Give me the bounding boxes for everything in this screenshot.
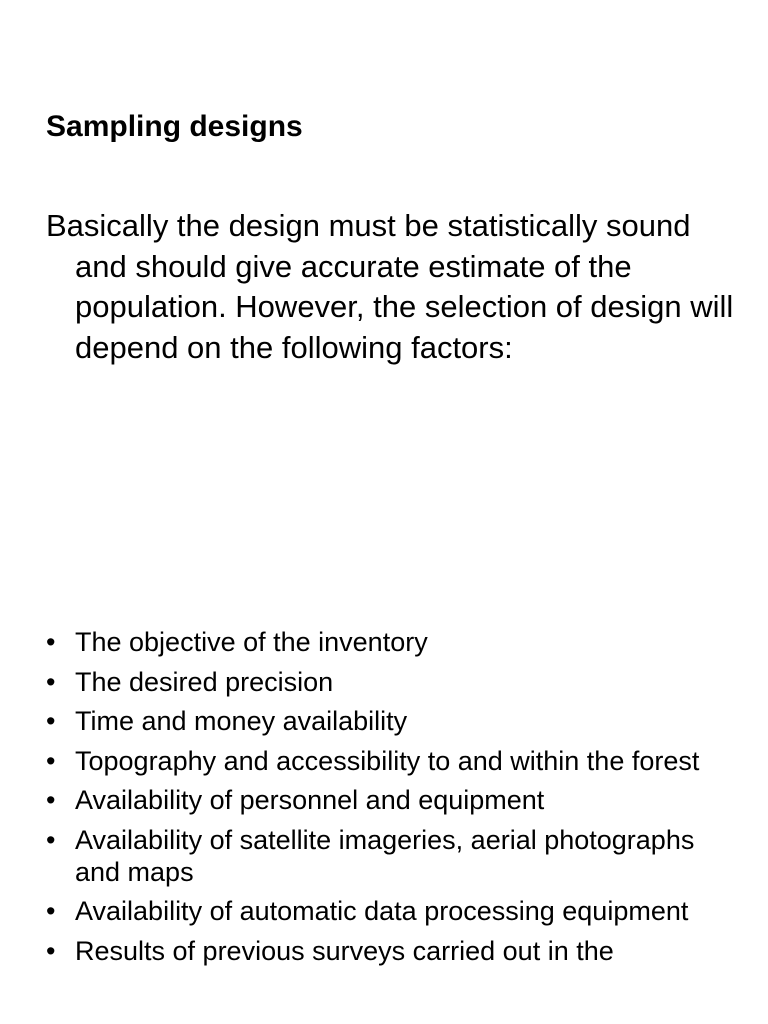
list-item-text: The objective of the inventory: [75, 627, 428, 657]
slide-title: Sampling designs: [46, 110, 303, 143]
list-item-text: Time and money availability: [75, 706, 408, 736]
bullet-icon: •: [46, 896, 56, 926]
bullet-icon: •: [46, 935, 56, 966]
bullet-icon: •: [46, 706, 56, 736]
list-item: [46, 895, 736, 927]
list-item-text: Availability of automatic data processing equipment: [75, 896, 689, 926]
list-item-text: Results of previous surveys carried out in the: [75, 935, 614, 966]
bullet-icon: •: [46, 785, 56, 815]
list-item: [46, 935, 736, 967]
list-item: [46, 745, 736, 777]
list-item-text: Availability of personnel and equipment: [75, 785, 545, 815]
list-item: [46, 626, 736, 658]
bullet-icon: •: [46, 824, 56, 855]
list-item: [46, 666, 736, 698]
list-item: [46, 784, 736, 816]
list-item-text: Availability of satellite imageries, aerial photographs and maps: [75, 824, 695, 887]
bullet-icon: •: [46, 627, 56, 657]
list-item: [46, 824, 736, 888]
bullet-icon: •: [46, 745, 56, 776]
factor-list: [46, 626, 736, 974]
intro-paragraph: Basically the design must be statistically sound and should give accurate estimate of the population. However, the selection of design will depend on the following factors:: [46, 208, 734, 365]
list-item-text: The desired precision: [75, 666, 334, 697]
bullet-icon: •: [46, 666, 56, 697]
list-item-text: Topography and accessibility to and within the forest: [75, 745, 700, 776]
list-item: [46, 705, 736, 737]
